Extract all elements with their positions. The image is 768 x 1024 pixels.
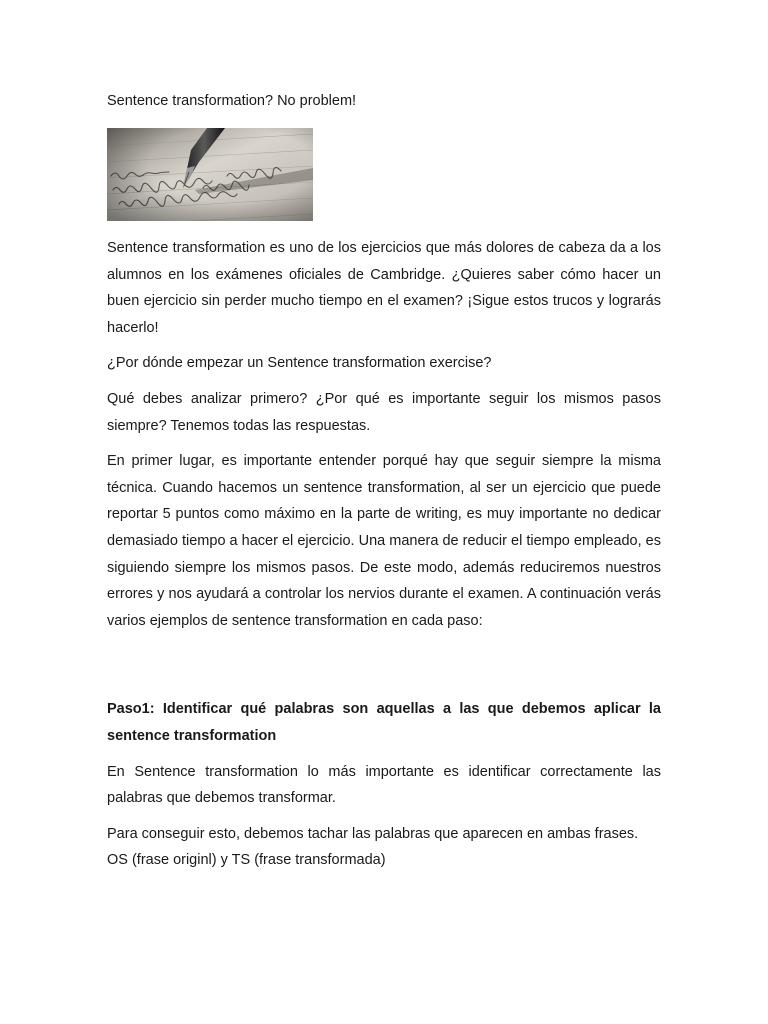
document-page <box>107 88 661 883</box>
intro-paragraph: Sentence transformation es uno de los ejercicios que más dolores de cabeza da a los alumnos en los exámenes oficiales de Cambridge. ¿Quieres saber cómo hacer un buen ejercicio sin perder mucho tiempo en el examen? ¡Sigue estos trucos y lograrás hacerlo! <box>107 240 661 336</box>
step1-heading: Paso1: Identificar qué palabras son aquellas a las que debemos aplicar la sentence transformation <box>107 701 661 744</box>
main-paragraph: En primer lugar, es importante entender porqué hay que seguir siempre la misma técnica. Cuando hacemos un sentence transformation, al ser un ejercicio que puede reportar 5 puntos como máximo en la parte de writing, es muy importante no dedicar demasiado tiempo a hacer el ejercicio. Una manera de reducir el tiempo empleado, es siguiendo siempre los mismos pasos. De este modo, además reduciremos nuestros errores y nos ayudará a controlar los nervios durante el examen. A continuación verás varios ejemplos de sentence transformation en cada paso: <box>107 453 661 629</box>
question-line: ¿Por dónde empezar un Sentence transformation exercise? <box>107 355 492 372</box>
section-spacer <box>107 643 661 696</box>
document-title: Sentence transformation? No problem! <box>107 93 357 109</box>
step1-paragraph: En Sentence transformation lo más importante es identificar correctamente las palabras que debemos transformar. <box>107 763 661 807</box>
step1-paragraph-2: Para conseguir esto, debemos tachar las palabras que aparecen en ambas frases. OS (frase originl) y TS (frase transformada) <box>107 825 639 869</box>
fountain-pen-writing-photo-icon <box>107 128 313 221</box>
questions-paragraph: Qué debes analizar primero? ¿Por qué es importante seguir los mismos pasos siempre? Tenemos todas las respuestas. <box>107 390 661 434</box>
